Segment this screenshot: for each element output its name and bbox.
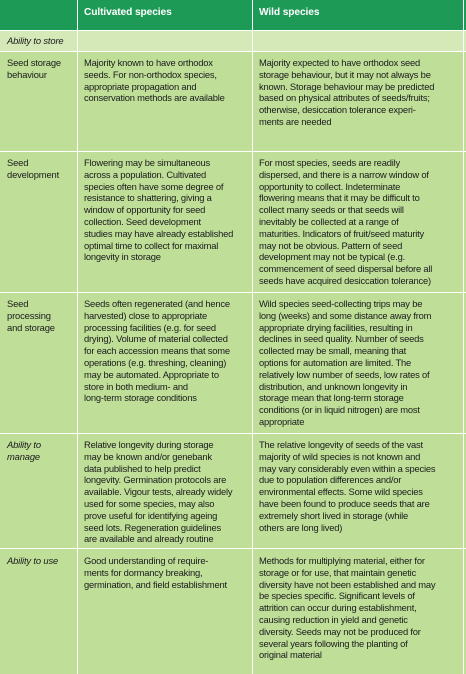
row-divider [0,548,466,549]
section-label-ability-to-store: Ability to store [7,35,64,46]
column-divider [77,0,78,674]
row-divider [0,433,466,434]
section-row-ability-to-store [0,31,466,51]
row-label-seed-development: Seed development [7,157,60,180]
cell-cultivated-seed-processing: Seeds often regenerated (and hence harvested) close to appropriate processing facilities (e.g. for seed drying). Volume of material collected for each accession means that some operations (e.g. threshing, cleaning) may be automated. Appropriate to store in both medium- and long-term storage conditions [84,298,230,404]
table-header-row [0,0,466,30]
column-divider [252,0,253,674]
row-divider [0,30,466,31]
header-wild-species: Wild species [259,7,320,18]
cell-wild-seed-development: For most species, seeds are readily dispersed, and there is a narrow window of opportunity to collect. Indeterminate flowering means that it may be difficult to collect many seeds or that seeds will inevitably be collected at a range of maturities. Indicators of fruit/seed maturity may not be obvious. Pattern of seed development may not be typical (e.g. commencement of seed dispersal before all seeds have acquired desiccation tolerance) [259,157,433,286]
row-divider [0,151,466,152]
row-label-seed-processing-and-storage: Seed processing and storage [7,298,55,333]
cell-cultivated-seed-development: Flowering may be simultaneous across a population. Cultivated species often have some degree of resistance to shattering, giving a window of opportunity for seed collection. Seed development studies may have already established optimal time to collect for maximal longevity in storage [84,157,234,263]
cell-cultivated-ability-to-manage: Relative longevity during storage may be known and/or genebank data published to help predict longevity. Germination protocols are available. Vigour tests, already widely used for some species, may also prove useful for identifying ageing seed lots. Regeneration guidelines are available and already routine [84,439,233,545]
row-divider [0,292,466,293]
cell-wild-seed-storage-behaviour: Majority expected to have orthodox seed storage behaviour, but it may not always be known. Storage behaviour may be predicted based on physical attributes of seeds/fruits; otherwise, desiccation tolerance experi- ments are needed [259,57,435,127]
cell-cultivated-seed-storage-behaviour: Majority known to have orthodox seeds. For non-orthodox species, appropriate propagation and conservation methods are available [84,57,225,104]
row-label-seed-storage-behaviour: Seed storage behaviour [7,57,61,80]
cell-wild-ability-to-use: Methods for multiplying material, either for storage or for use, that maintain genetic diversity have not been established and may be species specific. Significant levels of attrition can occur during establishment, causing reduction in yield and genetic diversity. Seeds may not be produced for several years following the planting of original material [259,555,436,661]
cell-wild-ability-to-manage: The relative longevity of seeds of the vast majority of wild species is not known and may vary considerably even within a species due to population differences and/or environmental effects. Some wild species have been found to produce seeds that are extremely short lived in storage (while others are long lived) [259,439,436,533]
row-label-ability-to-use: Ability to use [7,555,59,566]
header-cultivated-species: Cultivated species [84,7,172,18]
row-label-ability-to-manage: Ability to manage [7,439,41,462]
cell-wild-seed-processing: Wild species seed-collecting trips may be long (weeks) and some distance away from appropriate drying facilities, resulting in declines in seed quality. Number of seeds collected may be small, meaning that options for automation are limited. The relatively low number of seeds, low rates of distribution, and unknown longevity in storage mean that long-term storage conditions (or in liquid nitrogen) are most appropriate [259,298,432,427]
cell-cultivated-ability-to-use: Good understanding of require- ments for dormancy breaking, germination, and field establishment [84,555,227,590]
row-divider [0,51,466,52]
